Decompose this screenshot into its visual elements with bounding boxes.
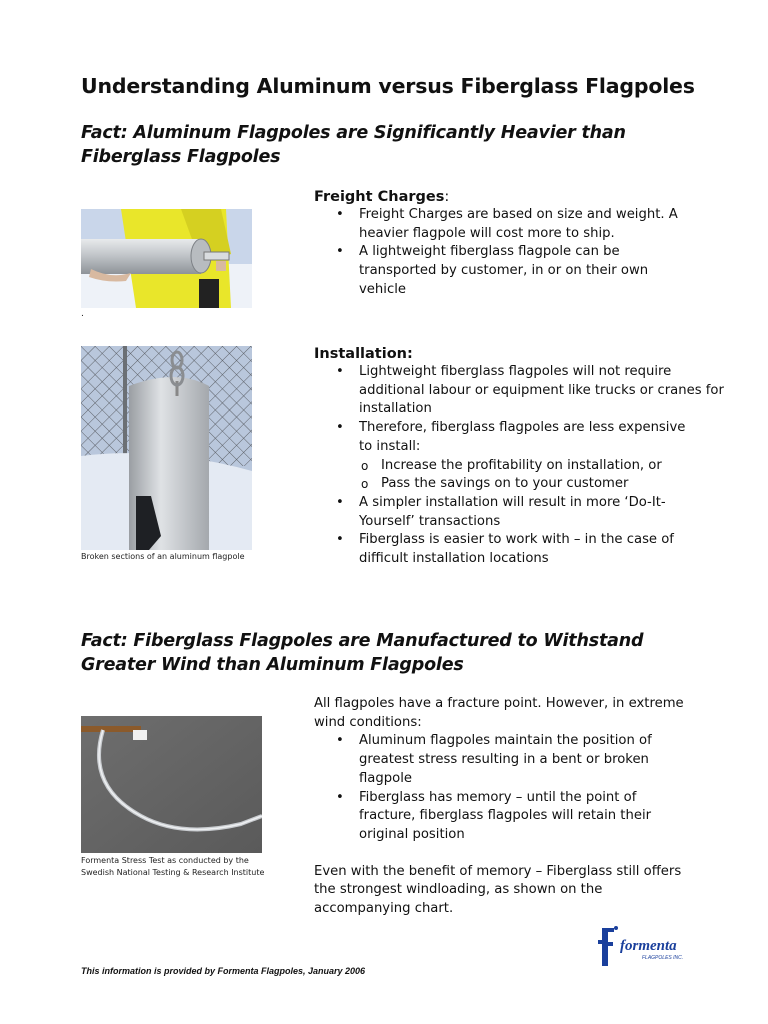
list-item: • A lightweight fiberglass flagpole can be transported by customer, in or on their own vehicle — [314, 243, 694, 299]
wind-bullets — [314, 732, 714, 844]
logo-wordmark: formenta — [620, 938, 677, 954]
fact-heading-wind: Fact: Fiberglass Flagpoles are Manufactured to Withstand Greater Wind than Aluminum Flagpoles — [81, 631, 644, 675]
footer-note: This information is provided by Formenta Flagpoles, January 2006 — [81, 966, 366, 976]
freight-heading: Freight Charges: — [314, 189, 450, 205]
installation-bullets — [314, 363, 734, 457]
list-item: • Fiberglass has memory – until the point of fracture, fiberglass flagpoles will retain their original position — [314, 789, 689, 845]
list-item: • Therefore, fiberglass flagpoles are less expensive to install: — [314, 419, 694, 456]
photo-broken-pole — [81, 346, 252, 550]
formenta-logo — [596, 924, 696, 968]
list-item: • Aluminum flagpoles maintain the position of greatest stress resulting in a bent or broken flagpole — [314, 732, 689, 788]
caption-stress-test: Formenta Stress Test as conducted by the Swedish National Testing & Research Institute — [81, 856, 265, 877]
installation-heading: Installation: — [314, 346, 413, 362]
freight-bullets — [314, 206, 734, 300]
list-item: o Increase the profitability on installation, or — [314, 457, 734, 476]
freight-section — [314, 189, 734, 300]
page-title: Understanding Aluminum versus Fiberglass Flagpoles — [81, 74, 695, 98]
installation-bullets-2 — [314, 494, 734, 569]
stray-dot: . — [81, 309, 84, 319]
list-item: • Fiberglass is easier to work with – in the case of difficult installation locations — [314, 531, 719, 568]
installation-section — [314, 346, 734, 569]
wind-closing: Even with the benefit of memory – Fiberglass still offers the strongest windloading, as shown on the accompanying chart. — [314, 863, 682, 917]
fact-heading-weight: Fact: Aluminum Flagpoles are Significantly Heavier than Fiberglass Flagpoles — [81, 123, 626, 167]
installation-sub-bullets — [314, 457, 734, 494]
list-item: • Lightweight fiberglass flagpoles will not require additional labour or equipment like trucks or cranes for installation — [314, 363, 729, 419]
wind-section — [314, 695, 714, 919]
logo-subtext: FLAGPOLES INC. — [642, 955, 684, 961]
list-item: • A simpler installation will result in more ‘Do-It-Yourself’ transactions — [314, 494, 704, 531]
photo-stress-test — [81, 716, 262, 853]
caption-broken-pole: Broken sections of an aluminum flagpole — [81, 552, 245, 561]
list-item: o Pass the savings on to your customer — [314, 475, 734, 494]
wind-intro: All flagpoles have a fracture point. However, in extreme wind conditions: — [314, 696, 684, 730]
photo-holding-pole — [81, 209, 252, 308]
list-item: • Freight Charges are based on size and weight. A heavier flagpole will cost more to ship. — [314, 206, 679, 243]
